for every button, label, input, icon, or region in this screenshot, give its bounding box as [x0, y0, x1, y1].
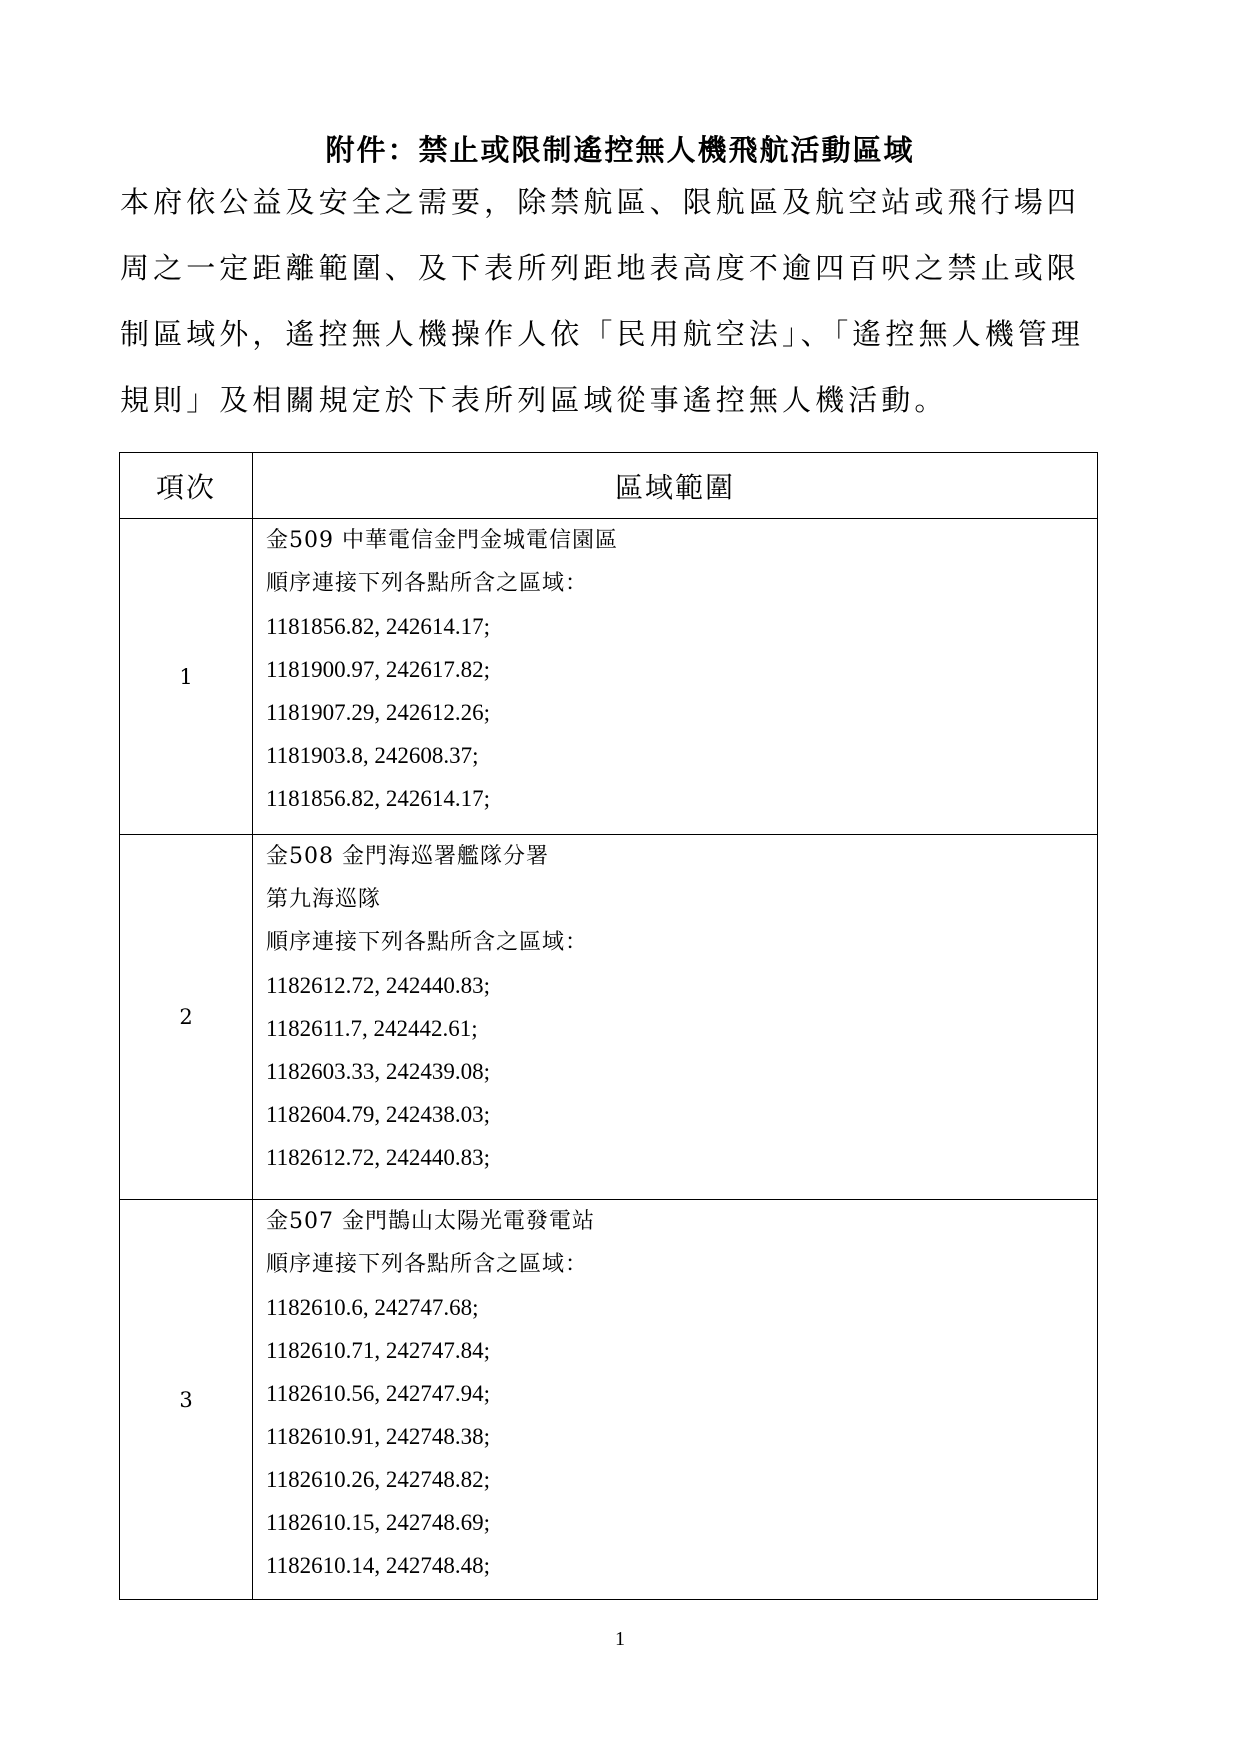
coordinate: 1182610.91, 242748.38; [266, 1424, 491, 1449]
row-index: 1 [120, 519, 253, 835]
intro-line-2: 周之一定距離範圍、及下表所列距地表高度不逾四百呎之禁止或限 [120, 251, 1080, 285]
coordinate: 1181903.8, 242608.37; [266, 743, 479, 768]
coordinate: 1181900.97, 242617.82; [266, 657, 491, 682]
coordinate: 1182603.33, 242439.08; [266, 1059, 491, 1084]
intro-line-1: 本府依公益及安全之需要，除禁航區、限航區及航空站或飛行場四 [120, 185, 1080, 219]
header-range: 區域範圍 [253, 453, 1098, 519]
zone-note: 順序連接下列各點所含之區域： [266, 930, 589, 955]
coordinate: 1182610.6, 242747.68; [266, 1295, 479, 1320]
header-index: 項次 [120, 453, 253, 519]
zone-name: 金507 金門鵲山太陽光電發電站 [266, 1209, 595, 1234]
zone-name: 金508 金門海巡署艦隊分署 [266, 844, 549, 869]
table-row [120, 835, 1098, 1200]
coordinate: 1182610.14, 242748.48; [266, 1553, 491, 1578]
row-index: 2 [120, 835, 253, 1200]
coordinate: 1181907.29, 242612.26; [266, 700, 491, 725]
coordinate: 1182612.72, 242440.83; [266, 973, 491, 998]
coordinate: 1182604.79, 242438.03; [266, 1102, 491, 1127]
intro-line-3: 制區域外，遙控無人機操作人依「民用航空法」、「遙控無人機管理 [120, 317, 1085, 351]
zone-subtitle: 第九海巡隊 [266, 887, 382, 912]
row-index: 3 [120, 1200, 253, 1600]
coordinate: 1182610.56, 242747.94; [266, 1381, 491, 1406]
coordinate: 1182610.15, 242748.69; [266, 1510, 491, 1535]
zone-table [119, 452, 1098, 1600]
table-row [120, 519, 1098, 835]
row-range [253, 519, 1098, 835]
page-title: 附件：禁止或限制遙控無人機飛航活動區域 [325, 133, 915, 167]
coordinate: 1182612.72, 242440.83; [266, 1145, 491, 1170]
coordinate: 1182611.7, 242442.61; [266, 1016, 478, 1041]
coordinate: 1181856.82, 242614.17; [266, 614, 491, 639]
zone-name: 金509 中華電信金門金城電信園區 [266, 528, 618, 553]
intro-line-4: 規則」及相關規定於下表所列區域從事遙控無人機活動。 [120, 383, 948, 417]
coordinate: 1182610.26, 242748.82; [266, 1467, 491, 1492]
table-header-row [120, 453, 1098, 519]
row-range [253, 1200, 1098, 1600]
page-number: 1 [615, 1628, 625, 1650]
coordinate: 1181856.82, 242614.17; [266, 786, 491, 811]
coordinate: 1182610.71, 242747.84; [266, 1338, 491, 1363]
table-row [120, 1200, 1098, 1600]
row-range [253, 835, 1098, 1200]
zone-note: 順序連接下列各點所含之區域： [266, 571, 589, 596]
zone-note: 順序連接下列各點所含之區域： [266, 1252, 589, 1277]
